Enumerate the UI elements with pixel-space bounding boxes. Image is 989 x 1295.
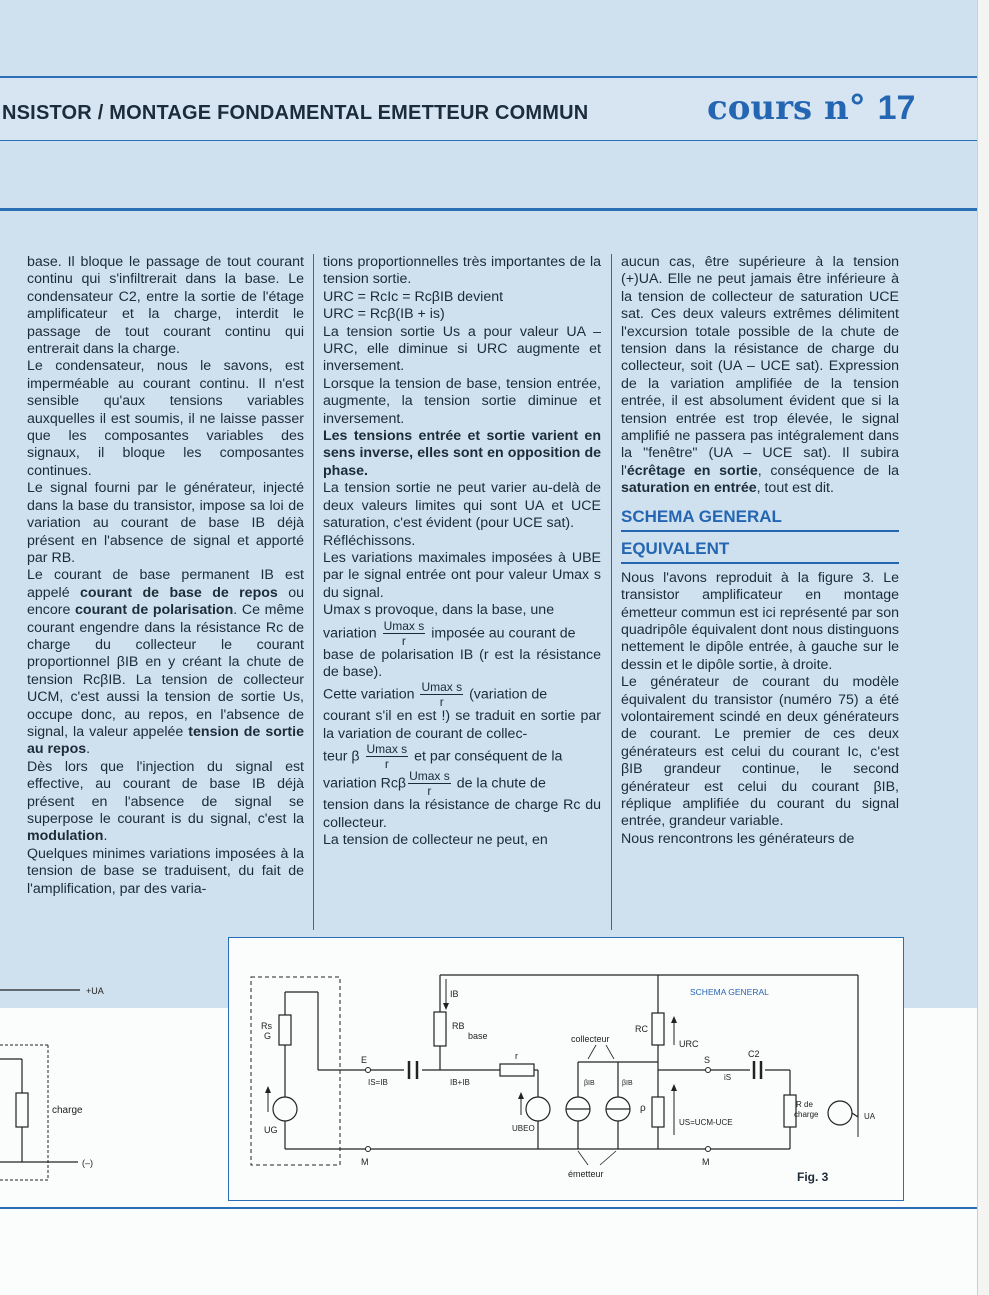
svg-text:US=UCM-UCE: US=UCM-UCE	[679, 1118, 733, 1127]
section-heading: EQUIVALENT	[621, 538, 730, 558]
fraction: $\frac{\text{Umax s}}{r}$	[409, 769, 450, 799]
paragraph: tions proportionnelles très importantes de la tension sortie.	[323, 254, 601, 288]
cours-word: cours n°	[707, 88, 866, 128]
text-column-2	[323, 254, 601, 849]
paragraph: teur β $\frac{\text{Umax s}}{r}$ et par conséquent de la	[323, 742, 563, 772]
paragraph: tension dans la résistance de charge Rc du collecteur.	[323, 797, 601, 831]
section-rule	[621, 530, 899, 532]
ubeo-source	[526, 1097, 550, 1121]
svg-text:UBEO: UBEO	[512, 1124, 535, 1133]
section-heading: SCHEMA GENERAL	[621, 506, 782, 526]
svg-text:M: M	[361, 1157, 369, 1167]
figure-caption: Fig. 3	[797, 1170, 829, 1184]
rho-resistor	[652, 1097, 664, 1127]
svg-text:iS: iS	[724, 1073, 732, 1082]
paragraph: Le condensateur, nous le savons, est imperméable au courant continu. Il n'est sensible qu'aux tensions variables auxquelles il est soumis, il ne laisse passer que les composantes variables des signaux, il bloque les composantes continues.	[27, 358, 304, 479]
paragraph: variation $\frac{\text{Umax s}}{r}$ imposée au courant de	[323, 618, 576, 648]
ug-source	[273, 1097, 297, 1121]
svg-text:IB+IB: IB+IB	[450, 1078, 470, 1087]
svg-text:URC: URC	[679, 1039, 699, 1049]
paragraph: Le courant de base permanent IB est appelé courant de base de repos ou encore courant de polarisation. Ce même courant engendre dans la résistance Rc de charge du collecteur le courant proportionnel βIB en y créant la chute de tension RcβIB. La tension de collecteur UCM, c'est aussi la tension de sortie Us, occupe donc, au repos, en l'absence de signal, la valeur appelée tension de sortie au repos.	[27, 567, 305, 758]
svg-text:βIB: βIB	[584, 1080, 595, 1087]
paragraph: Nous l'avons reproduit à la figure 3. Le transistor amplificateur en montage émetteur commun est ici représenté par son quadripôle équivalent dont nous distinguons nettement le dipôle entrée, à gauche sur le dessin et le dipôle sortie, à droite.	[621, 569, 899, 673]
fraction: $\frac{\text{Umax s}}{r}$	[366, 742, 408, 772]
paragraph: Le générateur de courant du modèle équivalent du transistor (numéro 75) a été volontairement scindé en deux générateurs de courant. Le premier de ces deux générateurs est celui du courant Ic, c'est βIB grandeur continue, le second générateur est celui du courant βIB, réplique amplifiée du courant du signal entrée, grandeur variable.	[621, 674, 899, 830]
svg-text:base: base	[468, 1031, 488, 1041]
generator-box	[251, 977, 340, 1165]
header-bottom-rule	[0, 140, 978, 141]
svg-text:SCHEMA GENERAL: SCHEMA GENERAL	[690, 987, 769, 997]
svg-text:βIB: βIB	[622, 1080, 633, 1087]
paragraph: base de polarisation IB (r est la résistance de base).	[323, 646, 601, 680]
paragraph: Quelques minimes variations imposées à la tension de base se traduisent, du fait de l'amplification, par des varia-	[27, 845, 304, 897]
svg-text:G: G	[264, 1031, 272, 1041]
svg-text:RC: RC	[635, 1024, 648, 1034]
paragraph: Nous rencontrons les générateurs de	[621, 830, 855, 847]
ua-label: +UA	[86, 986, 104, 996]
page-edge-line	[977, 0, 978, 1295]
left-circuit-fragment	[0, 975, 120, 1190]
paragraph: Dès lors que l'injection du signal est effective, au courant de base IB déjà présent en l'absence de signal se superpose le courant is du signal, c'est la modulation.	[27, 758, 304, 845]
svg-text:UG: UG	[264, 1125, 278, 1135]
rs-resistor	[279, 1015, 291, 1045]
minus-label: (–)	[82, 1158, 93, 1168]
svg-text:S: S	[704, 1055, 711, 1065]
paragraph: Umax s provoque, dans la base, une	[323, 602, 555, 619]
fraction: $\frac{\text{Umax s}}{r}$	[383, 618, 425, 648]
svg-text:Rs: Rs	[261, 1021, 272, 1031]
fraction: $\frac{\text{Umax s}}{r}$	[421, 680, 463, 710]
section-rule	[621, 562, 899, 564]
paragraph-bold: Les tensions entrée et sortie varient en sens inverse, elles sont en opposition de phase.	[323, 428, 601, 479]
cours-number: 17	[877, 89, 916, 127]
svg-text:R de: R de	[796, 1100, 813, 1109]
rb-resistor	[434, 1012, 446, 1046]
paragraph: Le signal fourni par le générateur, injecté dans la base du transistor, impose sa loi de variation au courant de base IB déjà présent en l'absence de signal et apporté par RB.	[27, 480, 304, 566]
paragraph: variation Rcβ $\frac{\text{Umax s}}{r}$ de la chute de	[323, 769, 546, 799]
text-column-3	[621, 254, 899, 848]
r-resistor	[500, 1064, 534, 1076]
formula: URC = Rcβ(IB + is)	[323, 306, 445, 323]
svg-text:collecteur: collecteur	[571, 1034, 610, 1044]
paragraph: La tension de collecteur ne peut, en	[323, 831, 548, 848]
svg-text:C2: C2	[748, 1049, 760, 1059]
column-separator	[611, 254, 612, 930]
ua-source	[828, 1101, 852, 1125]
paragraph: La tension sortie Us a pour valeur UA – URC, elle diminue si URC augmente et inversement.	[323, 323, 601, 375]
paragraph: courant s'il en est !) se traduit en sortie par la variation de courant de collec-	[323, 708, 601, 742]
column-separator	[313, 254, 314, 930]
content-top-rule	[0, 208, 978, 211]
svg-text:charge: charge	[794, 1110, 819, 1119]
svg-text:IS=IB: IS=IB	[368, 1078, 388, 1087]
svg-text:UA: UA	[864, 1112, 876, 1121]
text-column-1	[27, 254, 304, 898]
paragraph: base. Il bloque le passage de tout courant continu qui s'infiltrerait dans la base. Le condensateur C2, entre la sortie de l'étage amplificateur et la charge, interdit le passage de tout courant continu qui entrerait dans la charge.	[27, 254, 304, 358]
svg-text:émetteur: émetteur	[568, 1169, 604, 1179]
paragraph: Cette variation $\frac{\text{Umax s}}{r}$ (variation de	[323, 680, 548, 710]
page-title: NSISTOR / MONTAGE FONDAMENTAL EMETTEUR COMMUN	[2, 102, 589, 124]
charge-label: charge	[52, 1105, 83, 1116]
formula: URC = RcIc = RcβIB devient	[323, 288, 504, 305]
paragraph: aucun cas, être supérieure à la tension (+)UA. Elle ne peut jamais être inférieure à la tension de collecteur de saturation UCE sat. Ces deux valeurs extrêmes délimitent l'excursion totale possible de la chute de tension dans la résistance de charge du collecteur, soit (UA – UCE sat). Expression de la variation amplifiée de la tension entrée, il est absolument évident que si la tension entrée est trop élevée, le signal amplifié ne passera pas intégralement dans la "fenêtre" (UA – UCE sat). Il subira l'écrêtage en sortie, conséquence de la saturation en entrée, tout est dit.	[621, 254, 899, 497]
svg-text:ρ: ρ	[640, 1103, 646, 1114]
svg-text:r: r	[515, 1051, 518, 1061]
svg-text:M: M	[702, 1157, 710, 1167]
paragraph: La tension sortie ne peut varier au-delà de deux valeurs limites qui sont UA et UCE saturation, c'est évident (pour UCE sat).	[323, 480, 601, 532]
figure-3-circuit	[228, 937, 902, 1199]
paragraph: Réfléchissons.	[323, 532, 416, 549]
svg-text:E: E	[361, 1055, 368, 1065]
page-edge	[978, 0, 989, 1295]
paragraph: Lorsque la tension de base, tension entrée, augmente, la tension sortie diminue et inversement.	[323, 375, 601, 427]
rc-resistor	[652, 1013, 664, 1045]
svg-text:RB: RB	[452, 1021, 465, 1031]
svg-text:IB: IB	[450, 989, 459, 999]
paragraph: Les variations maximales imposées à UBE par le signal entrée ont pour valeur Umax s du signal.	[323, 549, 601, 601]
course-number	[707, 88, 915, 128]
bottom-rule	[0, 1207, 978, 1209]
